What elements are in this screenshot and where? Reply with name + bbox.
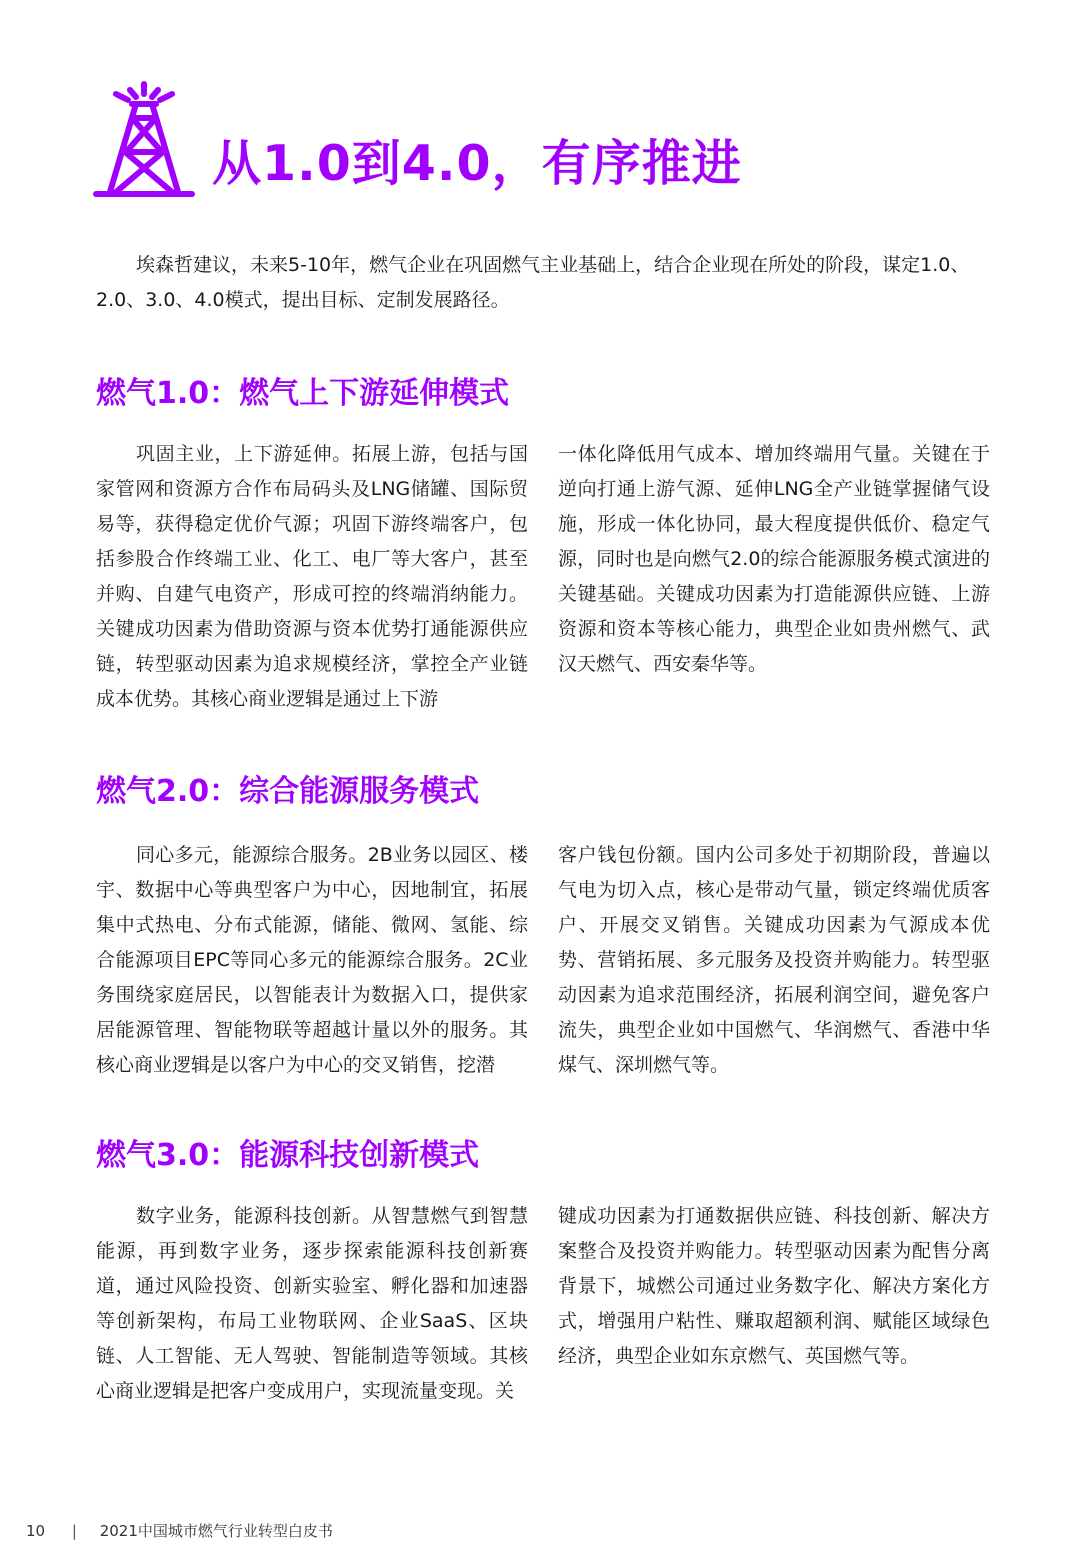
section-2-title: 燃气2.0：综合能源服务模式 (96, 774, 480, 809)
page-title: 从1.0到4.0，有序推进 (212, 135, 742, 192)
page-footer (26, 1521, 333, 1541)
intro-paragraph: 埃森哲建议，未来5-10年，燃气企业在巩固燃气主业基础上，结合企业现在所处的阶段，谋定1.0、2.0、3.0、4.0模式，提出目标、定制发展路径。 (96, 254, 970, 311)
publication-title: 2021中国城市燃气行业转型白皮书 (99, 1522, 333, 1540)
footer-separator: | (71, 1522, 77, 1540)
oil-rig-icon (92, 80, 196, 204)
page-number: 10 (26, 1522, 46, 1540)
section-2-left-column: 同心多元，能源综合服务。2B业务以园区、楼宇、数据中心等典型客户为中心，因地制宜，拓展集中式热电、分布式能源，储能、微网、氢能、综合能源项目EPC等同心多元的能源综合服务。2C业务围绕家庭居民，以智能表计为数据入口，提供家居能源管理、智能物联等超越计量以外的服务。其核心商业逻辑是以客户为中心的交叉销售，挖潜 (96, 844, 528, 1076)
section-2-right-column: 客户钱包份额。国内公司多处于初期阶段，普遍以气电为切入点，核心是带动气量，锁定终端优质客户、开展交叉销售。关键成功因素为气源成本优势、营销拓展、多元服务及投资并购能力。转型驱动因素为追求范围经济，拓展利润空间，避免客户流失，典型企业如中国燃气、华润燃气、香港中华煤气、深圳燃气等。 (558, 844, 990, 1076)
section-3-right-column: 键成功因素为打通数据供应链、科技创新、解决方案整合及投资并购能力。转型驱动因素为配售分离背景下，城燃公司通过业务数字化、解决方案化方式，增强用户粘性、赚取超额利润、赋能区域绿色经济，典型企业如东京燃气、英国燃气等。 (558, 1205, 990, 1367)
section-1-title: 燃气1.0：燃气上下游延伸模式 (96, 376, 510, 411)
section-1-left-column: 巩固主业，上下游延伸。拓展上游，包括与国家管网和资源方合作布局码头及LNG储罐、国际贸易等，获得稳定优价气源；巩固下游终端客户，包括参股合作终端工业、化工、电厂等大客户，甚至并购、自建气电资产，形成可控的终端消纳能力。关键成功因素为借助资源与资本优势打通能源供应链，转型驱动因素为追求规模经济，掌控全产业链成本优势。其核心商业逻辑是通过上下游 (96, 443, 528, 710)
section-1-right-column: 一体化降低用气成本、增加终端用气量。关键在于逆向打通上游气源、延伸LNG全产业链掌握储气设施，形成一体化协同，最大程度提供低价、稳定气源，同时也是向燃气2.0的综合能源服务模式演进的关键基础。关键成功因素为打造能源供应链、上游资源和资本等核心能力，典型企业如贵州燃气、武汉天燃气、西安秦华等。 (558, 443, 990, 675)
page-header (92, 80, 1032, 204)
section-3-left-column: 数字业务，能源科技创新。从智慧燃气到智慧能源，再到数字业务，逐步探索能源科技创新赛道，通过风险投资、创新实验室、孵化器和加速器等创新架构，布局工业物联网、企业SaaS、区块链、人工智能、无人驾驶、智能制造等领域。其核心商业逻辑是把客户变成用户，实现流量变现。关 (96, 1205, 528, 1402)
section-3-title: 燃气3.0：能源科技创新模式 (96, 1138, 480, 1173)
